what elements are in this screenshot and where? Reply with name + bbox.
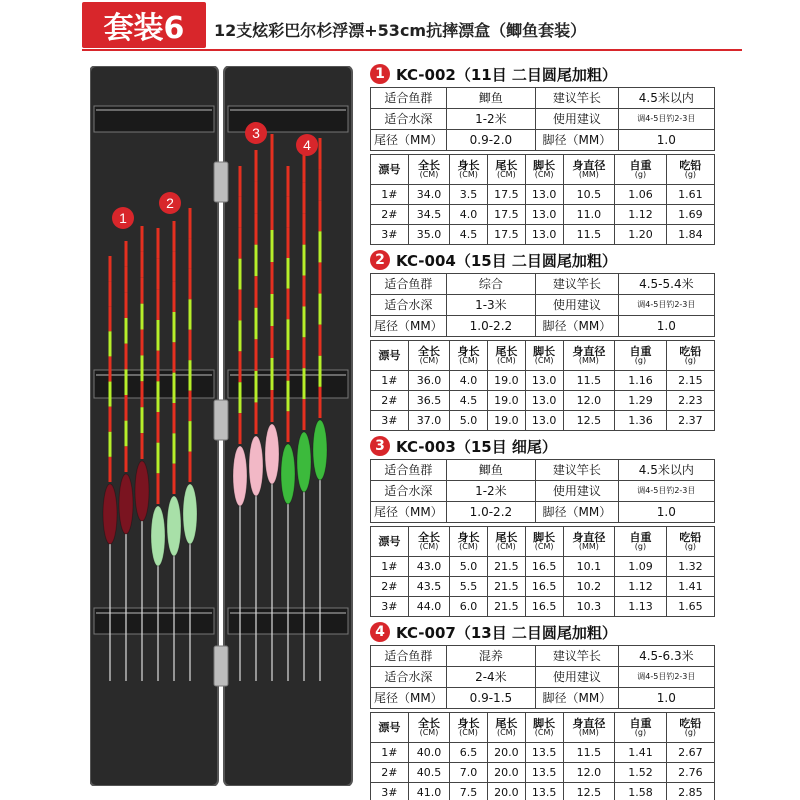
float-box-photo xyxy=(90,66,358,786)
table-row: 3# 35.0 4.5 17.5 13.0 11.5 1.20 1.84 xyxy=(371,225,715,245)
table-row: 2# 34.5 4.0 17.5 13.0 11.0 1.12 1.69 xyxy=(371,205,715,225)
model-block-kc-004 xyxy=(370,248,715,431)
model-heading xyxy=(370,620,715,644)
model-title: KC-007（13目 二目圆尾加粗） xyxy=(396,623,617,642)
table-row: 1# 40.0 6.5 20.0 13.5 11.5 1.41 2.67 xyxy=(371,743,715,763)
model-title: KC-002（11目 二目圆尾加粗） xyxy=(396,65,617,84)
model-heading xyxy=(370,62,715,86)
float-label-2: 2 xyxy=(166,195,174,211)
model-number-badge: 4 xyxy=(370,622,390,642)
usage-table: 适合鱼群 混养 建议竿长 4.5-6.3米 适合水深 2-4米 使用建议 调4-5目钓2-3目 尾径（MM） 0.9-1.5 脚径（MM） 1.0 xyxy=(370,645,715,709)
table-row: 3# 41.0 7.5 20.0 13.5 12.5 1.58 2.85 xyxy=(371,783,715,800)
table-row: 1# 34.0 3.5 17.5 13.0 10.5 1.06 1.61 xyxy=(371,185,715,205)
set-badge: 套装6 xyxy=(82,2,206,48)
model-title: KC-003（15目 细尾） xyxy=(396,437,557,456)
usage-table: 适合鱼群 综合 建议竿长 4.5-5.4米 适合水深 1-3米 使用建议 调4-5目钓2-3目 尾径（MM） 1.0-2.2 脚径（MM） 1.0 xyxy=(370,273,715,337)
model-block-kc-007 xyxy=(370,620,715,800)
table-row: 2# 40.5 7.0 20.0 13.5 12.0 1.52 2.76 xyxy=(371,763,715,783)
table-row: 2# 36.5 4.5 19.0 13.0 12.0 1.29 2.23 xyxy=(371,391,715,411)
model-title: KC-004（15目 二目圆尾加粗） xyxy=(396,251,617,270)
table-row: 1# 36.0 4.0 19.0 13.0 11.5 1.16 2.15 xyxy=(371,371,715,391)
table-row: 2# 43.5 5.5 21.5 16.5 10.2 1.12 1.41 xyxy=(371,577,715,597)
float-label-1: 1 xyxy=(119,210,127,226)
page-title: 12支炫彩巴尔杉浮漂+53cm抗摔漂盒（鲫鱼套装） xyxy=(214,21,587,40)
header-divider xyxy=(82,49,742,51)
model-heading xyxy=(370,248,715,272)
model-number-badge: 1 xyxy=(370,64,390,84)
model-number-badge: 2 xyxy=(370,250,390,270)
model-block-kc-003 xyxy=(370,434,715,617)
dimension-table: 漂号 全长 (CM) 身长 (CM) 尾长 (CM) 脚长 (CM) 身直径 (MM) 自重 (g) 吃铅 (g) 1# 40.0 6.5 20.0 13.5 11.5 1.41 2.67 2# 40.5 7.0 20.0 13.5 12.0 1.52 2.76 3# 41.0 7.5 20.0 13.5 12.5 1.58 2.85 xyxy=(370,712,715,800)
model-number-badge: 3 xyxy=(370,436,390,456)
model-block-kc-002 xyxy=(370,62,715,245)
model-heading xyxy=(370,434,715,458)
table-row: 1# 43.0 5.0 21.5 16.5 10.1 1.09 1.32 xyxy=(371,557,715,577)
usage-table: 适合鱼群 鲫鱼 建议竿长 4.5米以内 适合水深 1-2米 使用建议 调4-5目钓2-3目 尾径（MM） 1.0-2.2 脚径（MM） 1.0 xyxy=(370,459,715,523)
float-label-4: 4 xyxy=(303,137,311,153)
spec-tables xyxy=(370,62,715,800)
dimension-table: 漂号 全长 (CM) 身长 (CM) 尾长 (CM) 脚长 (CM) 身直径 (MM) 自重 (g) 吃铅 (g) 1# 34.0 3.5 17.5 13.0 10.5 1.06 1.61 2# 34.5 4.0 17.5 13.0 11.0 1.12 1.69 3# 35.0 4.5 17.5 13.0 11.5 1.20 1.84 xyxy=(370,154,715,245)
dimension-table: 漂号 全长 (CM) 身长 (CM) 尾长 (CM) 脚长 (CM) 身直径 (MM) 自重 (g) 吃铅 (g) 1# 36.0 4.0 19.0 13.0 11.5 1.16 2.15 2# 36.5 4.5 19.0 13.0 12.0 1.29 2.23 3# 37.0 5.0 19.0 13.0 12.5 1.36 2.37 xyxy=(370,340,715,431)
float-label-3: 3 xyxy=(252,125,260,141)
usage-table: 适合鱼群 鲫鱼 建议竿长 4.5米以内 适合水深 1-2米 使用建议 调4-5目钓2-3目 尾径（MM） 0.9-2.0 脚径（MM） 1.0 xyxy=(370,87,715,151)
table-row: 3# 37.0 5.0 19.0 13.0 12.5 1.36 2.37 xyxy=(371,411,715,431)
dimension-table: 漂号 全长 (CM) 身长 (CM) 尾长 (CM) 脚长 (CM) 身直径 (MM) 自重 (g) 吃铅 (g) 1# 43.0 5.0 21.5 16.5 10.1 1.09 1.32 2# 43.5 5.5 21.5 16.5 10.2 1.12 1.41 3# 44.0 6.0 21.5 16.5 10.3 1.13 1.65 xyxy=(370,526,715,617)
table-row: 3# 44.0 6.0 21.5 16.5 10.3 1.13 1.65 xyxy=(371,597,715,617)
